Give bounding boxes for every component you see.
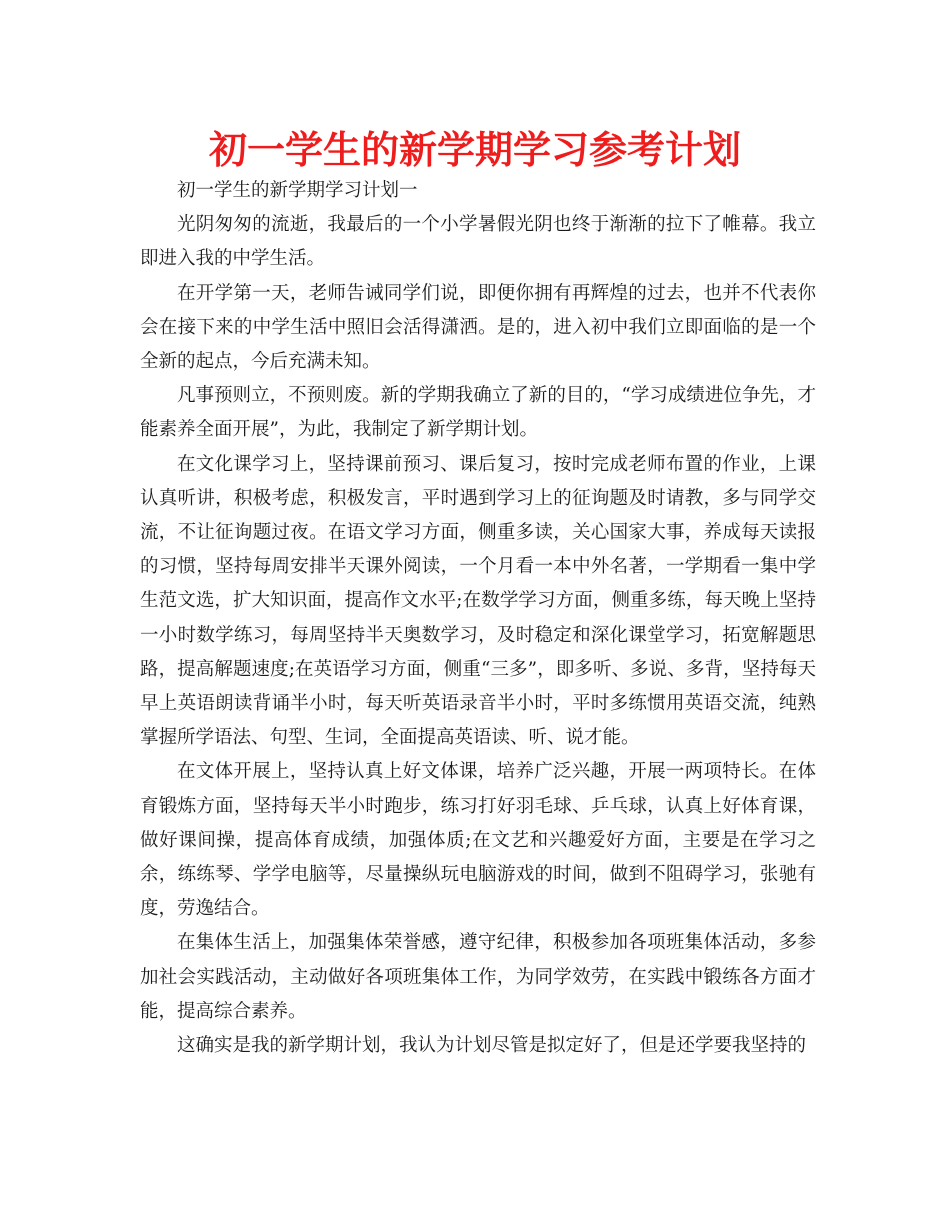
document-title: 初一学生的新学期学习参考计划 <box>208 128 741 172</box>
paragraph-3: 凡事预则立，不预则废。新的学期我确立了新的目的，“学习成绩进位争先，才能素养全面开展”，为此，我制定了新学期计划。 <box>140 385 816 441</box>
paragraph-6: 在集体生活上，加强集体荣誉感，遵守纪律，积极参加各项班集体活动，多参加社会实践活动，主动做好各项班集体工作，为同学效劳，在实践中锻练各方面才能，提高综合素养。 <box>140 932 816 1022</box>
paragraph-2: 在开学第一天，老师告诫同学们说，即便你拥有再辉煌的过去，也并不代表你会在接下来的中学生活中照旧会活得潇洒。是的，进入初中我们立即面临的是一个全新的起点，今后充满未知。 <box>140 282 816 373</box>
paragraph-5: 在文体开展上，坚持认真上好文体课，培养广泛兴趣，开展一两项特长。在体育锻炼方面，坚持每天半小时跑步，练习打好羽毛球、乒乓球，认真上好体育课，做好课间操，提高体育成绩，加强体质;在文艺和兴趣爱好方面，主要是在学习之余，练练琴、学学电脑等，尽量操纵玩电脑游戏的时间，做到不阻碍学习，张驰有度，劳逸结合。 <box>140 761 816 920</box>
paragraph-subtitle: 初一学生的新学期学习计划一 <box>177 180 418 201</box>
document-body <box>140 174 816 1063</box>
paragraph-4: 在文化课学习上，坚持课前预习、课后复习，按时完成老师布置的作业，上课认真听讲，积极考虑，积极发言，平时遇到学习上的征询题及时请教，多与同学交流，不让征询题过夜。在语文学习方面，侧重多读，关心国家大事，养成每天读报的习惯，坚持每周安排半天课外阅读，一个月看一本中外名著，一学期看一集中学生范文选，扩大知识面，提高作文水平;在数学学习方面，侧重多练，每天晚上坚持一小时数学练习，每周坚持半天奥数学习，及时稳定和深化课堂学习，拓宽解题思路，提高解题速度;在英语学习方面，侧重“三多”，即多听、多说、多背，坚持每天早上英语朗读背诵半小时，每天听英语录音半小时，平时多练惯用英语交流，纯熟掌握所学语法、句型、生词，全面提高英语读、听、说才能。 <box>140 453 816 749</box>
paragraph-7: 这确实是我的新学期计划，我认为计划尽管是拟定好了，但是还学要我坚持的 <box>177 1035 807 1057</box>
paragraph-1: 光阴匆匆的流逝，我最后的一个小学暑假光阴也终于渐渐的拉下了帷幕。我立即进入我的中学生活。 <box>140 214 816 270</box>
